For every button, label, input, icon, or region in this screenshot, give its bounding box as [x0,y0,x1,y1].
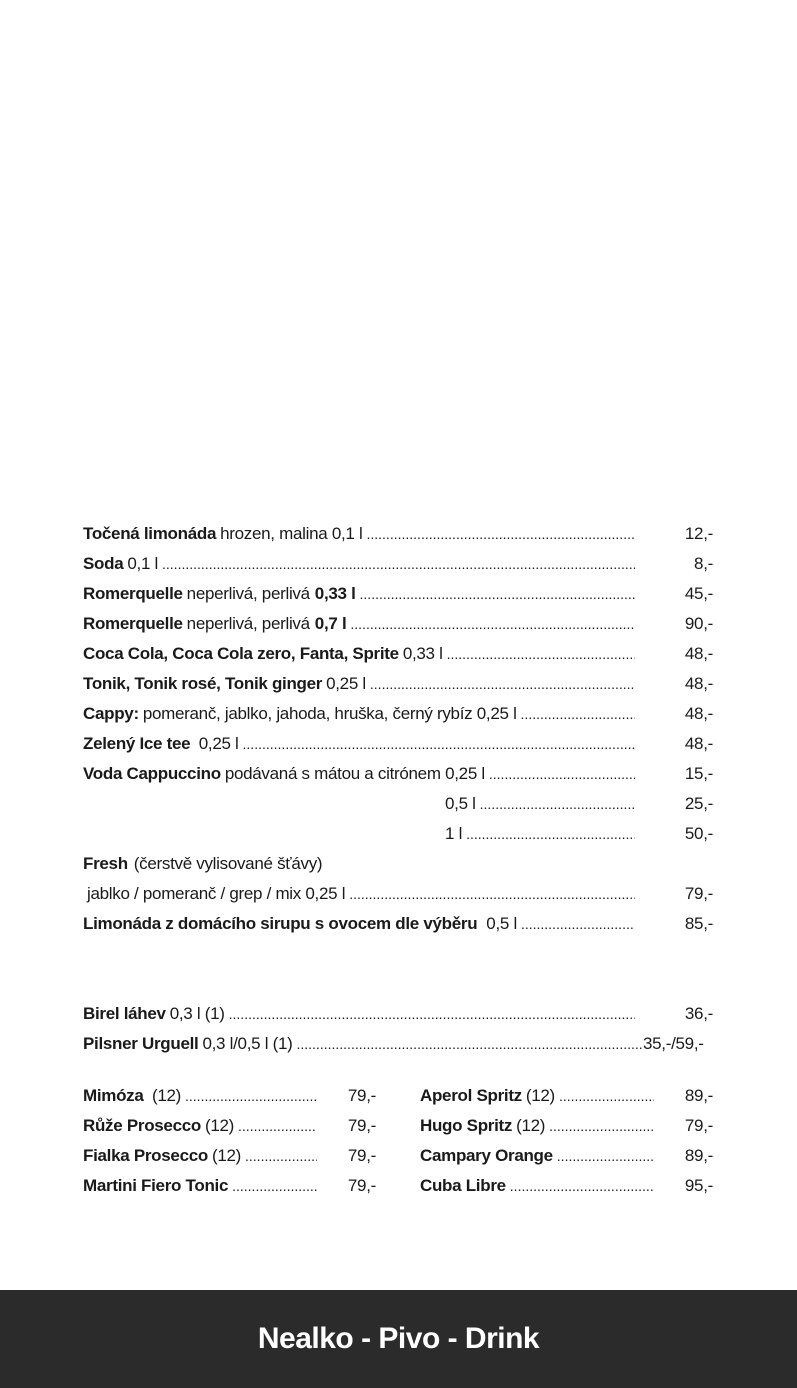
item-name: Romerquelle [83,584,183,603]
section-title: Nealko - Pivo - Drink [257,1322,540,1355]
item-price: 48,- [684,644,713,663]
menu-item [83,1081,376,1111]
leader-dots [162,549,635,579]
item-name: Aperol Spritz [420,1086,522,1105]
item-name: Fresh [83,854,128,873]
leader-dots [521,699,635,729]
leader-dots [296,1029,643,1059]
leader-dots [447,639,635,669]
item-desc: neperlivá, perlivá [186,614,310,633]
item-price: 90,- [684,614,713,633]
item-price: 45,- [684,584,713,603]
menu-item [83,669,713,699]
item-desc: (12) [204,1116,235,1135]
item-desc: jablko / pomeranč / grep / mix 0,25 l [87,884,346,903]
menu-item [83,1171,376,1201]
leader-dots [480,789,635,819]
leader-dots [229,999,635,1029]
leader-dots [557,1141,654,1171]
menu-item [83,759,713,789]
item-price: 48,- [684,734,713,753]
item-price: 36,- [684,1004,713,1023]
menu-item [83,1141,376,1171]
item-desc: 0,3 l (1) [169,1004,225,1023]
menu-item-variant [83,819,713,849]
leader-dots [185,1081,317,1111]
menu-item [420,1171,713,1201]
menu-item [83,519,713,549]
leader-dots [232,1171,317,1201]
menu-item [83,909,713,939]
menu-item [83,879,713,909]
item-name: Cappy: [83,704,139,723]
item-desc: 0,5 l [486,914,517,933]
menu-item [420,1081,713,1111]
drinks-columns [83,1081,713,1201]
item-price: 15,- [684,764,713,783]
menu-item [83,609,713,639]
menu-item [83,549,713,579]
menu-item [83,999,713,1029]
drinks-right [420,1081,713,1201]
fresh-heading [83,849,713,879]
item-price: 89,- [684,1146,713,1165]
leader-dots [238,1111,317,1141]
item-price: 89,- [684,1086,713,1105]
item-desc: (12) [516,1116,546,1135]
leader-dots [521,909,635,939]
item-price: 12,- [684,524,713,543]
item-name: Fialka Prosecco [83,1146,208,1165]
item-price: 35,-/59,- [643,1034,704,1053]
item-price: 79,- [347,1176,376,1195]
item-desc: podávaná s mátou a citrónem 0,25 l [224,764,485,783]
leader-dots [370,669,635,699]
leader-dots [243,729,635,759]
item-price: 25,- [684,794,713,813]
leader-dots [350,609,635,639]
item-name: Birel láhev [83,1004,166,1023]
leader-dots [466,819,635,849]
item-name: Voda Cappuccino [83,764,221,783]
menu-item [83,579,713,609]
item-name: Točená limonáda [83,524,217,543]
item-name: Soda [83,554,124,573]
item-price: 79,- [684,1116,713,1135]
menu-item [83,639,713,669]
leader-dots [559,1081,654,1111]
item-name: Hugo Spritz [420,1116,513,1135]
item-price: 48,- [684,704,713,723]
item-desc: pomeranč, jablko, jahoda, hruška, černý rybíz 0,25 l [142,704,517,723]
menu-item [83,699,713,729]
item-price: 50,- [684,824,713,843]
item-volume: 0,33 l [314,584,356,603]
item-desc: neperlivá, perlivá [186,584,310,603]
leader-dots [489,759,635,789]
item-name: Zelený Ice tee [83,734,191,753]
item-price: 79,- [347,1086,376,1105]
item-name: Mimóza [83,1086,144,1105]
item-price: 79,- [347,1146,376,1165]
item-desc: (12) [525,1086,555,1105]
item-name: Martini Fiero Tonic [83,1176,229,1195]
menu-item [83,1029,713,1059]
item-name: Romerquelle [83,614,183,633]
menu-list [83,519,713,1201]
leader-dots [366,519,635,549]
menu-item-variant [83,789,713,819]
item-price: 48,- [684,674,713,693]
item-price: 79,- [347,1116,376,1135]
item-price: 85,- [684,914,713,933]
item-desc: 0,33 l [402,644,443,663]
menu-item [83,1111,376,1141]
leader-dots [349,879,635,909]
item-desc: 0,3 l/0,5 l (1) [202,1034,293,1053]
leader-dots [360,579,635,609]
item-desc: 0,5 l [445,794,476,813]
menu-item [83,729,713,759]
leader-dots [510,1171,654,1201]
item-price: 8,- [694,554,713,573]
item-name: Limonáda z domácího sirupu s ovocem dle výběru [83,914,478,933]
item-price: 95,- [684,1176,713,1195]
item-desc: (čerstvě vylisované šťávy) [133,854,323,873]
item-desc: (12) [147,1086,182,1105]
leader-dots [549,1111,654,1141]
item-name: Růže Prosecco [83,1116,201,1135]
item-name: Coca Cola, Coca Cola zero, Fanta, Sprite [83,644,399,663]
item-price: 79,- [684,884,713,903]
item-name: Tonik, Tonik rosé, Tonik ginger [83,674,323,693]
item-desc: hrozen, malina 0,1 l [220,524,363,543]
item-name: Campary Orange [420,1146,553,1165]
menu-item [420,1111,713,1141]
item-name: Pilsner Urguell [83,1034,199,1053]
item-desc: (12) [211,1146,242,1165]
item-desc: 0,25 l [194,734,239,753]
leader-dots [245,1141,317,1171]
item-volume: 0,7 l [314,614,347,633]
item-name: Cuba Libre [420,1176,506,1195]
drinks-left [83,1081,376,1201]
menu-item [420,1141,713,1171]
item-desc: 0,1 l [127,554,159,573]
item-desc: 0,25 l [326,674,366,693]
item-desc: 1 l [445,824,463,843]
footer-banner [0,1290,797,1388]
